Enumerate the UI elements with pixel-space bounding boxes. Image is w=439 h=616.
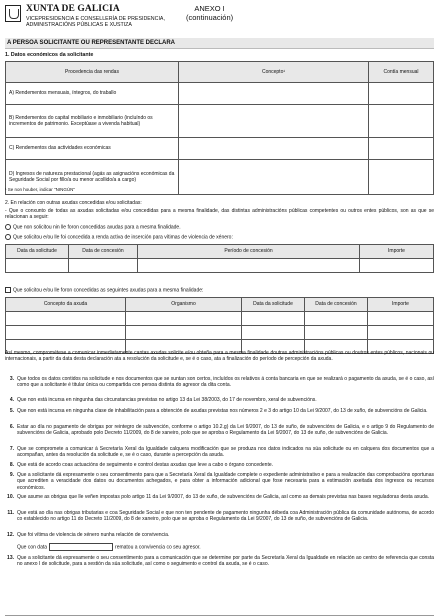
item-2-bullet: - Que o conxunto de todas as axudas solicitadas e/ou concedidas para a mesma finalidade, das distintas administracións públicas competentes ou outros entes públicos, son as que se relacionan a seguir:	[5, 208, 434, 221]
col-header-amount: Importe	[360, 245, 434, 259]
aid-request-date-input[interactable]	[242, 326, 305, 340]
table-row	[6, 138, 434, 160]
col-header-grant-date: Data de concesión	[69, 245, 138, 259]
annex-subtitle: (continuación)	[186, 13, 234, 22]
declaration-item-5: 5. Que non está incursa en ningunha clase de inhabilitación para a obtención de axudas previstas nos números 2 e 3 do artigo 10 da Lei 9/2007, do 13 de xuño, de subvencións de Galicia.	[9, 408, 428, 414]
commitment-text: Así mesmo, comprométese a comunicar inmediatamente cantas axudas solicite e/ou obteña para a mesma finalidade doutras administracións públicas ou doutros entes públicos, nacionais ou internacionais, a partir da data desta declaración ata a resolución da solicitude e, se é o caso, ata a finalización do período de percepción da axuda.	[5, 350, 434, 363]
declaration-item-13: 13. Que a solicitante dá expresamente o seu consentimento para a comunicación que se determine por parte da Secretaría Xeral da Igualdade en relación ao centro de referencia que consta no anexo I de solicitude, para a xestión da súa solicitude, así como o seguimento e control da axuda, se é o caso.	[7, 555, 434, 568]
department-line-2: ADMINISTRACIÓNS PÚBLICAS E XUSTIZA	[26, 22, 132, 29]
aid-request-date-input[interactable]	[242, 312, 305, 326]
col-header-organism: Organismo	[126, 298, 242, 312]
footnote: ¹ Se non houber, indicar "NINGÚN"	[5, 187, 75, 192]
table-row	[6, 259, 434, 273]
renta-amount-input[interactable]	[360, 259, 434, 273]
declaration-item-11: 11. Que está ao día nas obrigas tributarias e coa Seguridade Social e que non ten pendente de pagamento ningunha débeda coa Administración pública da comunidade autónoma, de acordo co establecido no artigo 11 do Decreto 11/2009, do 8 de xaneiro, polo que se aproba o Regulamento da Lei 9/2007, do 13 de xuño, de subvencións de Galicia.	[7, 510, 434, 523]
renta-grant-date-input[interactable]	[69, 259, 138, 273]
aid-concept-input[interactable]	[6, 312, 126, 326]
declaration-item-12: 12. Que foi vítima de violencia de xénero nunha relación de convivencia.	[7, 532, 170, 538]
separation-date-prefix: Que con data	[17, 544, 48, 551]
concept-input-c[interactable]	[179, 138, 369, 160]
declaration-item-4: 4. Que non está incursa en ningunha das circunstancias previstas no artigo 13 da Lei 38/2003, do 17 de novembro, xeral de subvencións.	[9, 397, 317, 403]
income-source-b: B) Rendementos do capital mobiliario e inmobiliario (incluíndo os incrementos de patrimonio. Exceptúase a vivenda habitual)	[6, 105, 179, 138]
xunta-shield-icon	[5, 5, 21, 22]
declaration-item-6: 6. Estar ao día no pagamento de obrigas por reintegro de subvención, conforme o artigo 10.2.g) da Lei 9/2007, do 13 de xuño, de subvencións de Galicia, e o artigo 9 do Regulamento de subvencións de Galicia, aprobado polo Decreto 11/2009, do 8 de xaneiro, polo que se aproba o Regulamento da Lei 9/2007, do 13 de xuño, de subvencións de Galicia.	[9, 424, 434, 437]
annex-title: ANEXO I	[194, 4, 225, 13]
income-table	[5, 61, 434, 195]
col-header-period: Período de concesión	[138, 245, 360, 259]
declaration-item-10: 10. Que asume as obrigas que lle veñen impostas polo artigo 11 da Lei 9/2007, do 13 de xuño, de subvencións de Galicia, así como as demais previstas nas bases reguladoras desta axuda.	[7, 494, 430, 500]
separation-date-suffix: rematou a convivencia co seu agresor.	[115, 544, 201, 551]
income-source-d: D) Ingresos de natureza prestacional (agás as asignacións económicas da Seguridade Social por fillo/a ou menor acollido/a a cargo)	[6, 160, 179, 195]
form-page	[5, 4, 434, 568]
option-none	[5, 224, 434, 231]
aid-table	[5, 297, 434, 354]
col-header-source: Procedencia das rendas	[6, 62, 179, 83]
declaration-item-3: 3. Que todos os datos contidos na solicitude e nos documentos que se xuntan son certos, incluídos os relativos á conta bancaria en que se realizará o pagamento da axuda, se é o caso, así como que a solicitante é titular única ou compartida con persoa distinta do agresor da dita conta.	[9, 376, 434, 389]
col-header-concept: Concepto¹	[179, 62, 369, 83]
renta-request-date-input[interactable]	[6, 259, 69, 273]
table-row	[6, 83, 434, 105]
department	[26, 16, 165, 29]
option-renta-radio[interactable]	[5, 234, 11, 240]
amount-input-c[interactable]	[369, 138, 434, 160]
col-header-amount: Importe	[368, 298, 434, 312]
option-renta-label: Que solicitou e/ou lle foi concedida a renda activa de inserción para vítimas de violencia de xénero:	[13, 234, 233, 241]
option-other-label: Que solicitou e/ou lle foron concedidas as seguintes axudas para a mesma finalidade:	[13, 287, 204, 294]
aid-amount-input[interactable]	[368, 326, 434, 340]
aid-concept-input[interactable]	[6, 326, 126, 340]
aid-organism-input[interactable]	[126, 312, 242, 326]
option-other-checkbox[interactable]	[5, 287, 11, 293]
col-header-request-date: Data da solicitude	[242, 298, 305, 312]
header	[5, 4, 434, 38]
item-2-intro: 2. En relación con outras axudas concedidas e/ou solicitadas:	[5, 200, 142, 206]
renta-period-input[interactable]	[138, 259, 360, 273]
separation-date-line	[17, 543, 434, 551]
aid-grant-date-input[interactable]	[305, 326, 368, 340]
option-none-label: Que non solicitou nin lle foron concedidas axudas para a mesma finalidade.	[13, 224, 181, 231]
col-header-amount: Contía mensual	[369, 62, 434, 83]
declaration-item-9: 9. Que a solicitante dá expresamente o seu consentimento para que a Secretaría Xeral da Igualdade complete o expediente administrativo e para a realización das comprobacións oportunas que acrediten a veracidade dos datos ou documentos achegados, e para obter a información adicional que fose necesaria para a estimación axeitada dos ingresos ou recursos económicos.	[9, 472, 434, 491]
option-other	[5, 287, 434, 294]
option-renta	[5, 234, 434, 241]
table-row	[6, 312, 434, 326]
col-header-request-date: Data da solicitude	[6, 245, 69, 259]
declaration-item-8: 8. Que está de acordo coas actuacións de seguimento e control destas axudas que leve a cabo o órgano concedente.	[9, 462, 274, 468]
renta-table	[5, 244, 434, 273]
aid-organism-input[interactable]	[126, 326, 242, 340]
declaration-item-7: 7. Que se compromete a comunicar á Secretaría Xeral da Igualdade calquera modificación que se produza nos datos indicados na súa solicitude ou en calquera dos documentos que a acompañan, antes da resolución da solicitude e, se é o caso, durante a percepción da axuda.	[9, 446, 434, 459]
brand-name: XUNTA DE GALICIA	[26, 4, 120, 14]
annex-label	[186, 4, 233, 22]
item-1-title: 1. Datos económicos da solicitante	[5, 52, 94, 58]
amount-input-b[interactable]	[369, 105, 434, 138]
col-header-aid-concept: Concepto da axuda	[6, 298, 126, 312]
income-source-c: C) Rendementos das actividades económicas	[6, 138, 179, 160]
concept-input-a[interactable]	[179, 83, 369, 105]
section-title: A PERSOA SOLICITANTE OU REPRESENTANTE DECLARA	[5, 38, 434, 49]
table-row	[6, 326, 434, 340]
aid-amount-input[interactable]	[368, 312, 434, 326]
amount-input-a[interactable]	[369, 83, 434, 105]
income-source-a: A) Rendementos mensuais, íntegros, do traballo	[6, 83, 179, 105]
department-line-1: VICEPRESIDENCIA E CONSELLERÍA DE PRESIDENCIA,	[26, 16, 165, 22]
concept-input-b[interactable]	[179, 105, 369, 138]
separation-date-input[interactable]	[49, 543, 113, 551]
aid-grant-date-input[interactable]	[305, 312, 368, 326]
table-row	[6, 105, 434, 138]
col-header-grant-date: Data de concesión	[305, 298, 368, 312]
option-none-radio[interactable]	[5, 224, 11, 230]
